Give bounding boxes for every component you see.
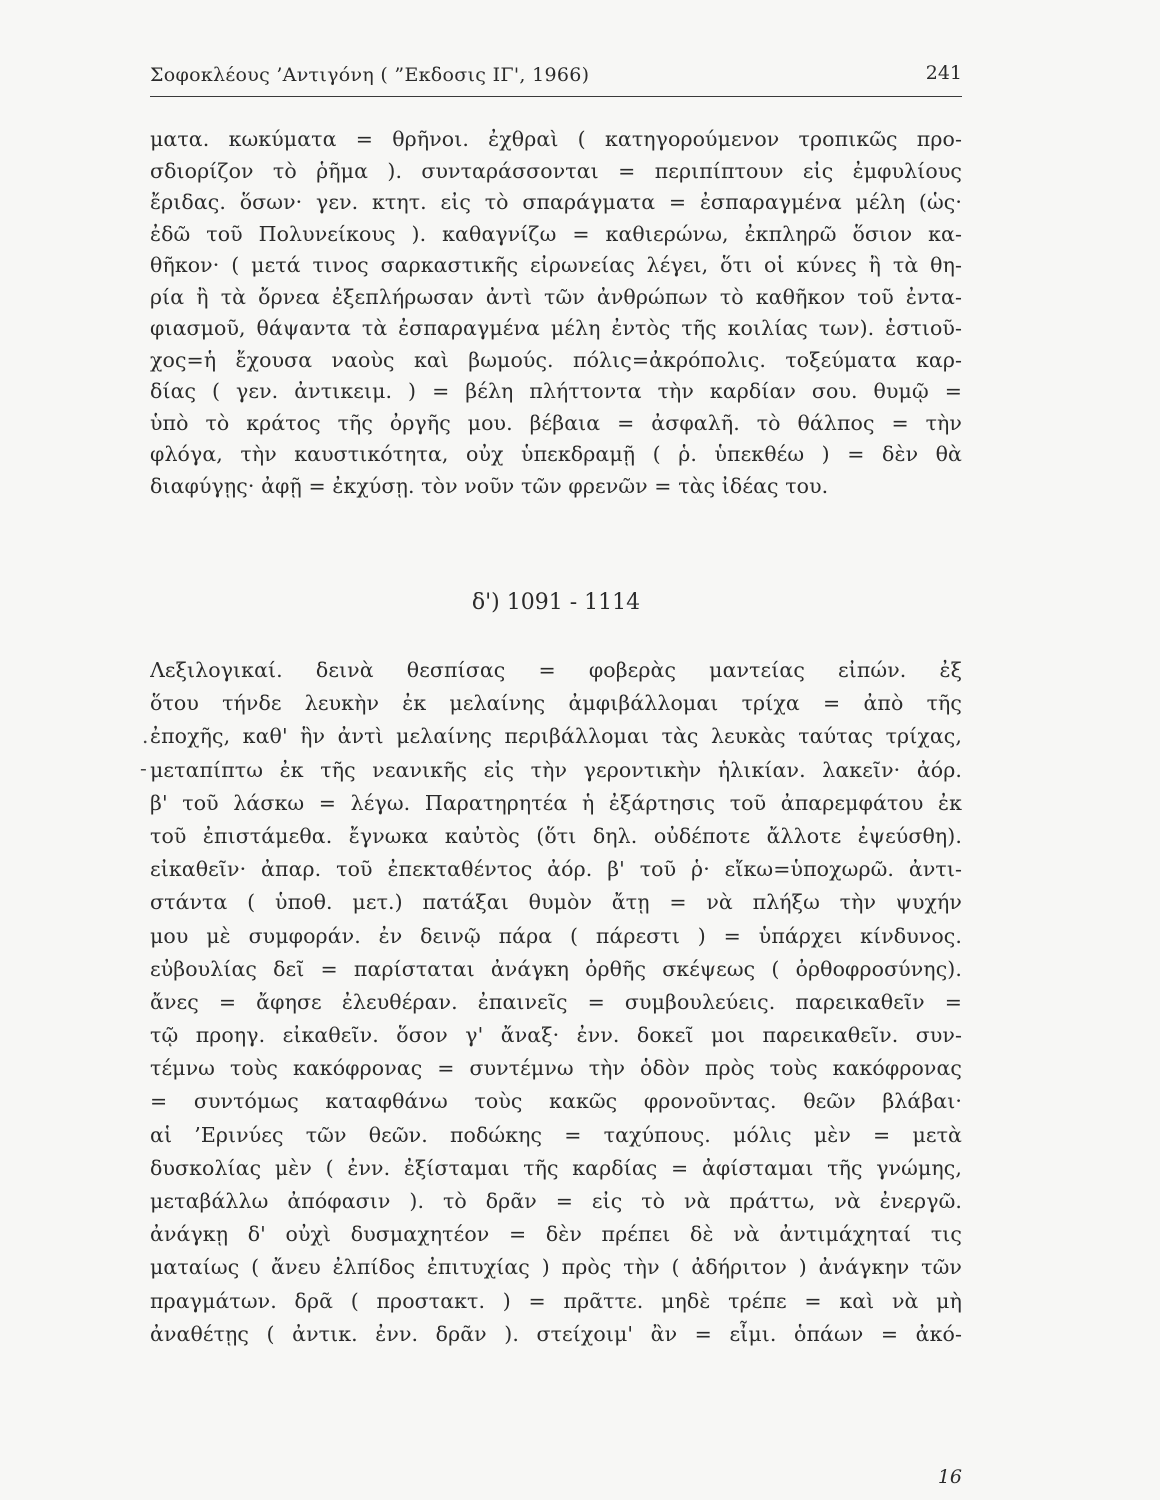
text-line: ματα. κωκύματα = θρῆνοι. ἐχθραὶ ( κατηγορούμενον τροπικῶς προ- — [150, 127, 962, 151]
signature-mark: 16 — [937, 1466, 962, 1488]
text-line: Λεξιλογικαί. δεινὰ θεσπίσας = φοβερὰς μαντείας εἰπών. ἐξ — [150, 658, 962, 682]
commentary-paragraph — [150, 124, 962, 502]
text-line: ἔριδας. ὅσων· γεν. κτητ. εἰς τὸ σπαράγματα = ἐσπαραγμένα μέλη (ὡς· — [150, 190, 962, 214]
text-line: σδιορίζον τὸ ῥῆμα ). συνταράσσονται = περιπίπτουν εἰς ἐμφυλίους — [150, 158, 962, 183]
text-line: ὑπὸ τὸ κράτος τῆς ὀργῆς μου. βέβαια = ἀσφαλῆ. τὸ θάλπος = τὴν — [150, 410, 962, 435]
text-line: ὅτου τήνδε λευκὴν ἐκ μελαίνης ἀμφιβάλλομαι τρίχα = ἀπὸ τῆς — [150, 691, 962, 716]
text-line: δίας ( γεν. ἀντικειμ. ) = βέλη πλήττοντα τὴν καρδίαν σου. θυμῷ = — [150, 379, 962, 403]
text-line: στάντα ( ὑποθ. μετ.) πατάξαι θυμὸν ἄτῃ = νὰ πλήξω τὴν ψυχήν — [150, 890, 962, 915]
text-line: εὐβουλίας δεῖ = παρίσταται ἀνάγκη ὀρθῆς σκέψεως ( ὀρθοφροσύνης). — [150, 956, 962, 981]
text-line: ἐδῶ τοῦ Πολυνείκους ). καθαγνίζω = καθιερώνω, ἐκπληρῶ ὅσιον κα- — [150, 221, 962, 246]
text-line: φλόγα, τὴν καυστικότητα, οὐχ ὑπεκδραμῇ ( ῥ. ὑπεκθέω ) = δὲν θὰ — [150, 442, 962, 466]
text-line: τοῦ ἐπιστάμεθα. ἔγνωκα καὐτὸς (ὅτι δηλ. οὐδέποτε ἄλλοτε ἐψεύσθη). — [150, 823, 962, 848]
running-title: Σοφοκλέους ’Αντιγόνη ( ”Εκδοσις ΙΓ', 1966) — [150, 64, 590, 86]
text-line: ἄνες = ἄφησε ἐλευθέραν. ἐπαινεῖς = συμβουλεύεις. παρεικαθεῖν = — [150, 989, 962, 1014]
section-paragraph — [150, 654, 962, 1351]
margin-dash: - — [140, 756, 147, 780]
margin-dot: . — [142, 724, 149, 748]
text-line: = συντόμως καταφθάνω τοὺς κακῶς φρονοῦντας. θεῶν βλάβαι· — [150, 1089, 962, 1114]
text-line: μεταβάλλω ἀπόφασιν ). τὸ δρᾶν = εἰς τὸ νὰ πράττω, νὰ ἐνεργῶ. — [150, 1189, 962, 1213]
text-line: αἱ ’Ερινύες τῶν θεῶν. ποδώκης = ταχύπους. μόλις μὲν = μετὰ — [150, 1122, 962, 1147]
text-line: ρία ἢ τὰ ὄρνεα ἐξεπλήρωσαν ἀντὶ τῶν ἀνθρώπων τὸ καθῆκον τοῦ ἐντα- — [150, 284, 962, 309]
text-line: μεταπίπτω ἐκ τῆς νεανικῆς εἰς τὴν γεροντικὴν ἡλικίαν. λακεῖν· ἀόρ. — [150, 757, 962, 782]
text-line: ἐποχῆς, καθ' ἣν ἀντὶ μελαίνης περιβάλλομαι τὰς λευκὰς ταύτας τρίχας, — [150, 724, 962, 749]
page-number: 241 — [925, 62, 962, 84]
page-header — [150, 62, 962, 97]
text-line: ἀναθέτῃς ( ἀντικ. ἐνν. δρᾶν ). στείχοιμ' ἂν = εἶμι. ὁπάων = ἀκό- — [150, 1321, 962, 1346]
text-line: μου μὲ συμφοράν. ἐν δεινῷ πάρα ( πάρεστι ) = ὑπάρχει κίνδυνος. — [150, 923, 962, 948]
text-line: εἰκαθεῖν· ἀπαρ. τοῦ ἐπεκταθέντος ἀόρ. β' τοῦ ῥ· εἴκω=ὑποχωρῶ. ἀντι- — [150, 857, 962, 882]
text-line: χος=ἡ ἔχουσα ναοὺς καὶ βωμούς. πόλις=ἀκρόπολις. τοξεύματα καρ- — [150, 347, 962, 372]
text-line: δυσκολίας μὲν ( ἐνν. ἐξίσταμαι τῆς καρδίας = ἀφίσταμαι τῆς γνώμης, — [150, 1155, 962, 1180]
section-heading: δ') 1091 - 1114 — [471, 590, 641, 615]
text-line: ἀνάγκῃ δ' οὐχὶ δυσμαχητέον = δὲν πρέπει δὲ νὰ ἀντιμάχηταί τις — [150, 1222, 962, 1247]
text-line: τῷ προηγ. εἰκαθεῖν. ὅσον γ' ἄναξ· ἐνν. δοκεῖ μοι παρεικαθεῖν. συν- — [150, 1023, 962, 1048]
text-line: διαφύγῃς· ἀφῇ = ἐκχύσῃ. τὸν νοῦν τῶν φρενῶν = τὰς ἰδέας του. — [150, 473, 829, 498]
text-line: β' τοῦ λάσκω = λέγω. Παρατηρητέα ἡ ἐξάρτησις τοῦ ἀπαρεμφάτου ἐκ — [150, 790, 962, 815]
text-line: τέμνω τοὺς κακόφρονας = συντέμνω τὴν ὁδὸν πρὸς τοὺς κακόφρονας — [150, 1056, 962, 1081]
text-line: πραγμάτων. δρᾶ ( προστακτ. ) = πρᾶττε. μηδὲ τρέπε = καὶ νὰ μὴ — [150, 1288, 962, 1313]
text-line: φιασμοῦ, θάψαντα τὰ ἐσπαραγμένα μέλη ἐντὸς τῆς κοιλίας των). ἑστιοῦ- — [150, 316, 962, 340]
text-line: θῆκον· ( μετά τινος σαρκαστικῆς εἰρωνείας λέγει, ὅτι οἱ κύνες ἢ τὰ θη- — [150, 253, 962, 277]
text-line: ματαίως ( ἄνευ ἐλπίδος ἐπιτυχίας ) πρὸς τὴν ( ἀδήριτον ) ἀνάγκην τῶν — [150, 1255, 962, 1280]
